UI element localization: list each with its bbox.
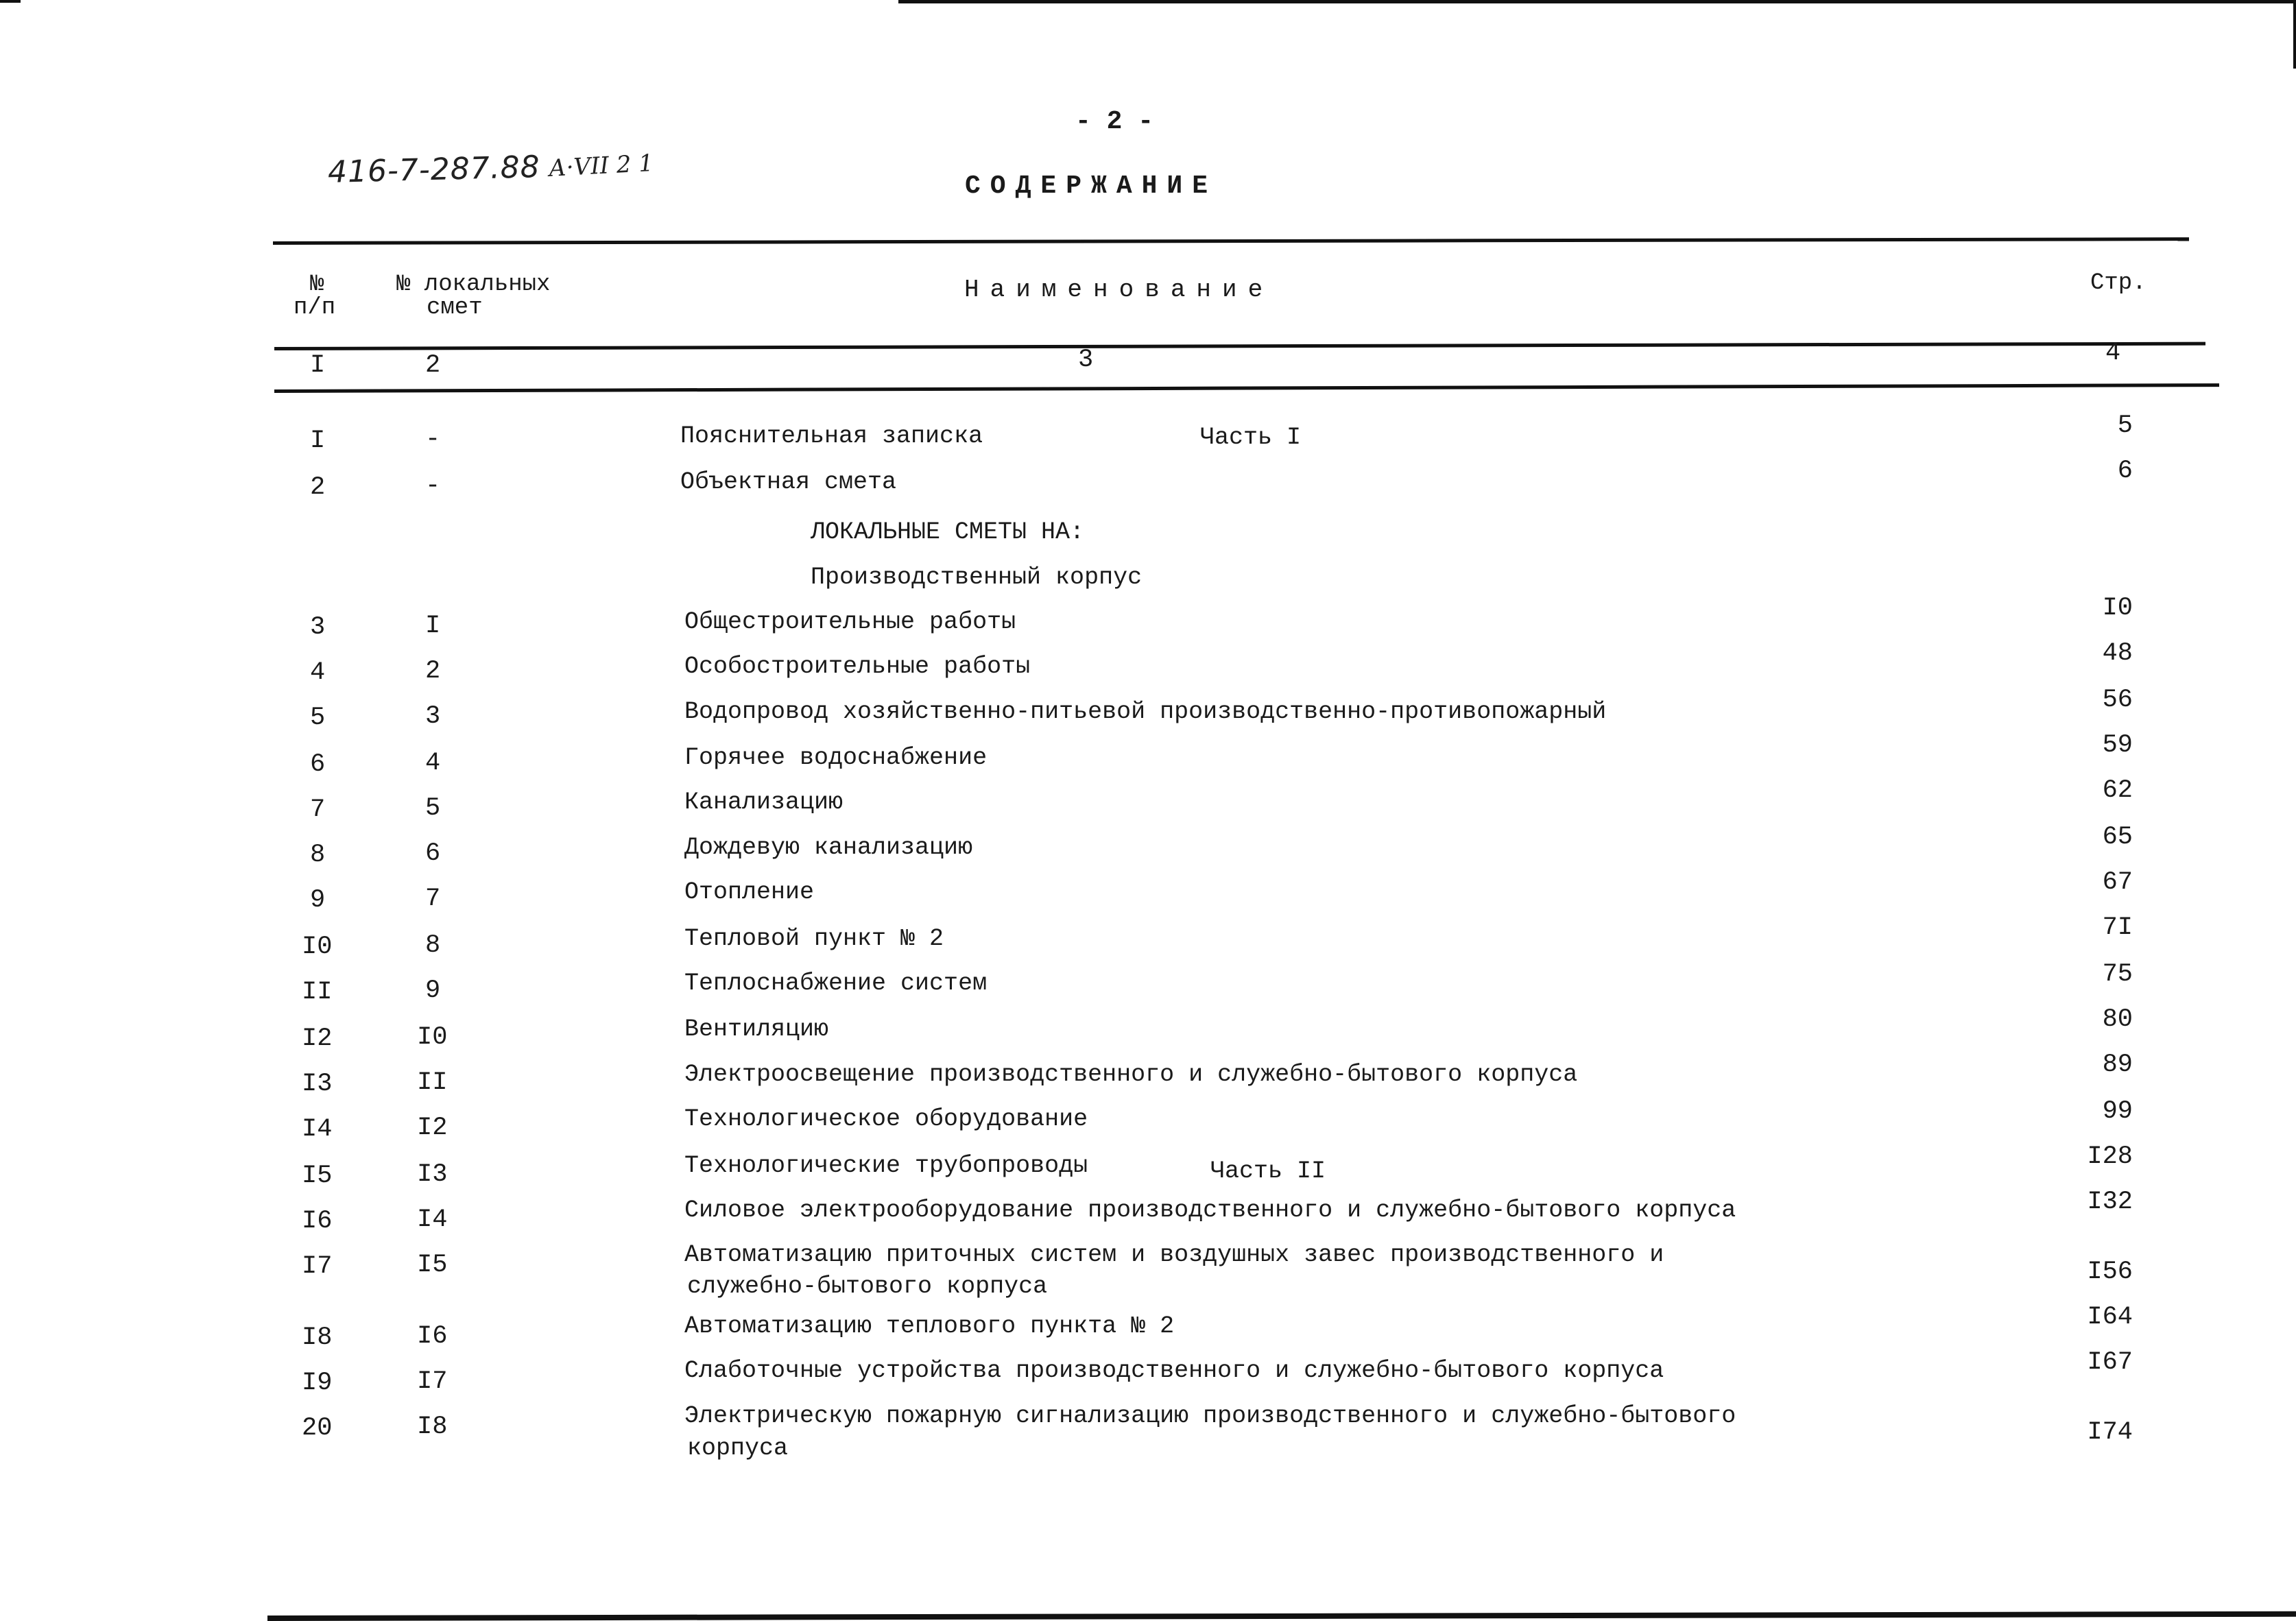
estimate-number: I0 <box>417 1023 448 1052</box>
scan-edge <box>2293 0 2296 69</box>
estimate-number: I7 <box>417 1367 448 1396</box>
row-number: 5 <box>310 704 326 732</box>
section-heading: ЛОКАЛЬНЫЕ СМЕТЫ НА: <box>811 518 1085 546</box>
estimate-number: I8 <box>417 1413 448 1441</box>
estimate-number: 2 <box>425 657 441 686</box>
estimate-number: I5 <box>417 1251 448 1280</box>
item-name: Объектная смета <box>680 468 897 496</box>
item-name: Электроосвещение производственного и служебно-бытового корпуса <box>684 1060 1578 1088</box>
page-number: I64 <box>2087 1303 2133 1332</box>
row-number: I9 <box>302 1369 333 1397</box>
page-number: 62 <box>2102 776 2133 805</box>
item-name: Дождевую канализацию <box>684 833 973 861</box>
row-number: I5 <box>302 1162 333 1190</box>
page-number: I67 <box>2087 1348 2133 1377</box>
item-name: Вентиляцию <box>684 1016 829 1044</box>
page-number: 48 <box>2102 639 2133 668</box>
col-number-2: 2 <box>425 351 441 380</box>
row-number: I7 <box>302 1252 333 1281</box>
row-number: I3 <box>302 1070 333 1098</box>
item-name: Электрическую пожарную сигнализацию производственного и служебно-бытового <box>684 1402 1736 1430</box>
row-number: 9 <box>310 886 326 915</box>
page-number: 59 <box>2102 731 2133 760</box>
estimate-number: 4 <box>425 749 441 778</box>
page-number: I0 <box>2102 594 2133 623</box>
item-name: Технологические трубопроводы <box>684 1151 1088 1179</box>
item-name: Силовое электрооборудование производственного и служебно-бытового корпуса <box>684 1197 1736 1224</box>
item-name-continued: корпуса <box>687 1434 789 1462</box>
handwritten-note: А·VII 2 1 <box>548 149 654 182</box>
estimate-number: 6 <box>425 839 441 868</box>
part-label-2: Часть II <box>1210 1157 1326 1185</box>
numbers-bottom-rule <box>274 383 2219 393</box>
row-number: I0 <box>302 933 333 961</box>
estimate-number: I2 <box>417 1114 448 1142</box>
estimate-number: - <box>425 472 441 501</box>
item-name: Теплоснабжение систем <box>684 970 988 997</box>
document-code: 416-7-287.88 <box>327 149 541 191</box>
page-number: 99 <box>2102 1097 2133 1126</box>
row-number: I6 <box>302 1207 333 1236</box>
estimate-number: 7 <box>425 885 441 913</box>
col-4-header: Стр. <box>2090 270 2146 296</box>
page-number: 56 <box>2102 686 2133 715</box>
section-subheading: Производственный корпус <box>811 564 1143 591</box>
page-number: I28 <box>2087 1142 2133 1171</box>
estimate-number: I6 <box>417 1322 448 1351</box>
page-number: 6 <box>2117 457 2133 485</box>
row-number: 20 <box>302 1414 333 1443</box>
scan-edge <box>267 1611 2296 1621</box>
row-number: 3 <box>310 613 326 642</box>
item-name: Горячее водоснабжение <box>684 744 988 771</box>
estimate-number: 5 <box>425 794 441 823</box>
col-number-3: 3 <box>1078 346 1094 374</box>
item-name: Общестроительные работы <box>684 608 1016 636</box>
row-number: I <box>310 427 326 455</box>
row-number: 7 <box>310 795 326 824</box>
page-number: 5 <box>2117 411 2133 440</box>
estimate-number: I <box>425 612 441 640</box>
scan-edge <box>0 0 21 3</box>
item-name: Тепловой пункт № 2 <box>684 924 944 952</box>
row-number: 4 <box>310 658 326 687</box>
item-name: Слаботочные устройства производственного и служебно-бытового корпуса <box>684 1357 1664 1385</box>
page-number: I32 <box>2087 1188 2133 1216</box>
part-label-1: Часть I <box>1200 424 1302 451</box>
row-number: 2 <box>310 473 326 502</box>
col-1-header-sign: № <box>310 272 324 298</box>
header-bottom-rule <box>274 342 2205 350</box>
item-name: Отопление <box>684 878 815 906</box>
page-number: I56 <box>2087 1258 2133 1286</box>
estimate-number: II <box>417 1068 448 1097</box>
estimate-number: - <box>425 425 441 454</box>
estimate-number: I3 <box>417 1160 448 1189</box>
estimate-number: 3 <box>425 702 441 731</box>
col-number-1: I <box>310 351 326 380</box>
page-number: I74 <box>2087 1418 2133 1447</box>
page-number: 89 <box>2102 1050 2133 1079</box>
col-2-header-line2: смет <box>427 295 483 321</box>
item-name: Автоматизацию теплового пункта № 2 <box>684 1312 1175 1340</box>
item-name: Автоматизацию приточных систем и воздушных завес производственного и <box>684 1241 1664 1269</box>
item-name: Особостроительные работы <box>684 653 1031 681</box>
item-name: Канализацию <box>684 789 844 817</box>
row-number: 6 <box>310 750 326 779</box>
item-name-continued: служебно-бытового корпуса <box>687 1273 1048 1300</box>
page-number: 75 <box>2102 960 2133 989</box>
item-name: Пояснительная записка <box>680 422 983 450</box>
col-1-header: п/п <box>294 295 336 321</box>
page-number: 80 <box>2102 1005 2133 1034</box>
col-2-header: № локальных <box>396 272 551 298</box>
page-number: 67 <box>2102 868 2133 897</box>
row-number: 8 <box>310 841 326 869</box>
estimate-number: 8 <box>425 931 441 960</box>
row-number: I2 <box>302 1024 333 1053</box>
col-number-4: 4 <box>2105 339 2121 368</box>
item-name: Водопровод хозяйственно-питьевой производственно-противопожарный <box>684 697 1607 725</box>
col-3-header: Наименование <box>964 276 1274 304</box>
page-number: 7I <box>2102 913 2133 942</box>
table-top-rule <box>273 237 2189 245</box>
row-number: II <box>302 978 333 1007</box>
page-marker: - 2 - <box>1075 107 1154 136</box>
row-number: I8 <box>302 1323 333 1352</box>
item-name: Технологическое оборудование <box>684 1105 1088 1133</box>
page-title: СОДЕРЖАНИЕ <box>965 171 1218 201</box>
estimate-number: 9 <box>425 976 441 1005</box>
scan-edge <box>898 0 2296 3</box>
estimate-number: I4 <box>417 1205 448 1234</box>
row-number: I4 <box>302 1115 333 1144</box>
page-number: 65 <box>2102 823 2133 852</box>
